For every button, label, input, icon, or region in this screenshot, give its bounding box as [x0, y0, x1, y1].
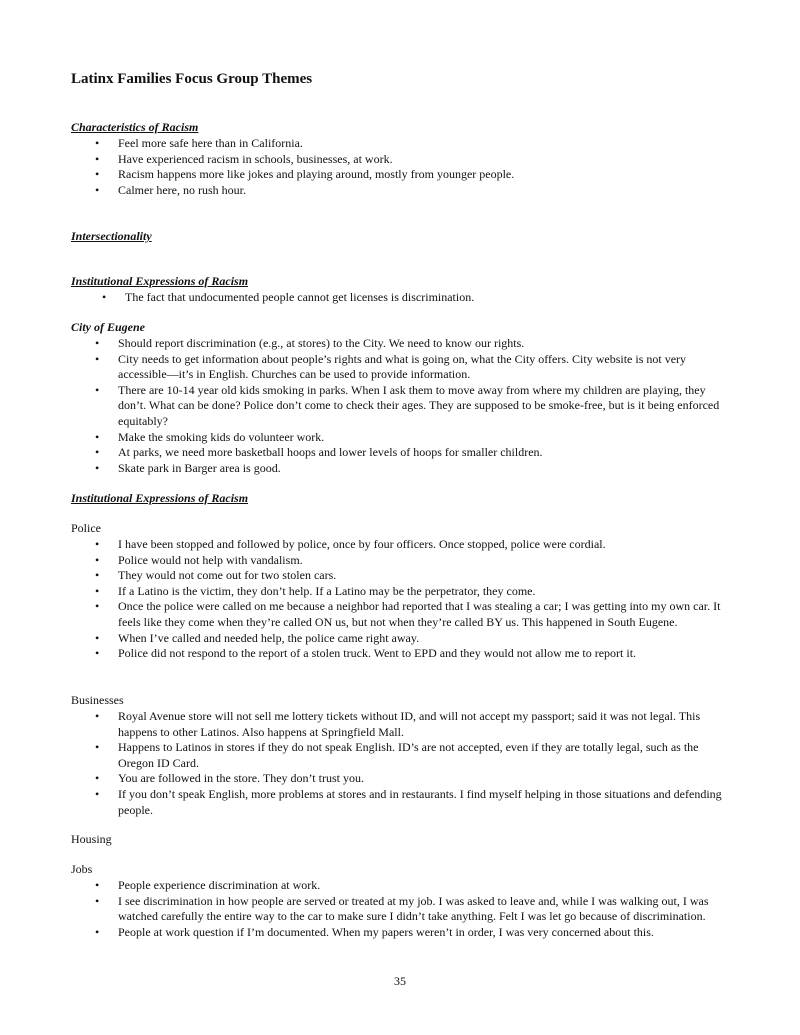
list-item: • I have been stopped and followed by police, once by four officers. Once stopped, police were cordial. [118, 537, 730, 553]
subheading-jobs: Jobs [71, 862, 93, 876]
list-item: • Make the smoking kids do volunteer work. [118, 430, 730, 446]
heading-institutional-expressions-2: Institutional Expressions of Racism [71, 491, 249, 505]
list-item: • Feel more safe here than in California. [118, 136, 730, 152]
list-item: • When I’ve called and needed help, the police came right away. [118, 631, 730, 647]
subheading-businesses: Businesses [71, 693, 124, 707]
subheading-police: Police [71, 521, 101, 535]
list-item: • Calmer here, no rush hour. [118, 183, 730, 199]
list-item: • If you don’t speak English, more problems at stores and in restaurants. I find myself helping in those situations and defending people. [118, 787, 730, 818]
heading-characteristics-of-racism: Characteristics of Racism [71, 120, 199, 134]
list-item: • Royal Avenue store will not sell me lottery tickets without ID, and will not accept my passport; said it was not legal. This happens to other Latinos. Also happens at Springfield Mall. [118, 709, 730, 740]
list-item: • Racism happens more like jokes and playing around, mostly from younger people. [118, 167, 730, 183]
list-item: • Police would not help with vandalism. [118, 553, 730, 569]
heading-intersectionality: Intersectionality [71, 229, 152, 243]
list-item: • Police did not respond to the report of a stolen truck. Went to EPD and they would not allow me to report it. [118, 646, 730, 662]
list-item: • If a Latino is the victim, they don’t help. If a Latino may be the perpetrator, they come. [118, 584, 730, 600]
list-item: • People at work question if I’m documented. When my papers weren’t in order, I was very concerned about this. [118, 925, 730, 941]
list-jobs [118, 878, 730, 940]
list-item: • People experience discrimination at work. [118, 878, 730, 894]
list-item: • At parks, we need more basketball hoops and lower levels of hoops for smaller children. [118, 445, 730, 461]
list-item: • Happens to Latinos in stores if they do not speak English. ID’s are not accepted, even if they are totally legal, such as the Oregon ID Card. [118, 740, 730, 771]
list-item: • Should report discrimination (e.g., at stores) to the City. We need to know our rights. [118, 336, 730, 352]
list-institutional-1 [125, 290, 737, 306]
heading-city-of-eugene: City of Eugene [71, 320, 145, 334]
subheading-housing: Housing [71, 832, 112, 846]
list-item: • Once the police were called on me because a neighbor had reported that I was stealing a car; I was getting into my own car. It feels like they come when they’re called ON us, but not when they’re called BY us. This happened in South Eugene. [118, 599, 730, 630]
list-item: • Skate park in Barger area is good. [118, 461, 730, 477]
list-item: • The fact that undocumented people cannot get licenses is discrimination. [125, 290, 737, 306]
heading-institutional-expressions-1: Institutional Expressions of Racism [71, 274, 249, 288]
list-characteristics [118, 136, 730, 198]
list-city-of-eugene [118, 336, 730, 476]
list-item: • Have experienced racism in schools, businesses, at work. [118, 152, 730, 168]
list-item: • There are 10-14 year old kids smoking in parks. When I ask them to move away from where my children are playing, they don’t. What can be done? Police don’t come to check their ages. They are supposed to be smoke-free, but is it being enforced equitably? [118, 383, 730, 430]
list-businesses [118, 709, 730, 818]
list-item: • You are followed in the store. They don’t trust you. [118, 771, 730, 787]
page-number: 35 [394, 974, 406, 988]
list-police [118, 537, 730, 662]
list-item: • I see discrimination in how people are served or treated at my job. I was asked to leave and, while I was walking out, I was watched carefully the entire way to the car to make sure I didn’t take anything. Felt I was let go because of discrimination. [118, 894, 730, 925]
list-item: • They would not come out for two stolen cars. [118, 568, 730, 584]
list-item: • City needs to get information about people’s rights and what is going on, what the City offers. City website is not very accessible—it’s in English. Churches can be used to provide information. [118, 352, 730, 383]
page-title: Latinx Families Focus Group Themes [71, 71, 313, 87]
